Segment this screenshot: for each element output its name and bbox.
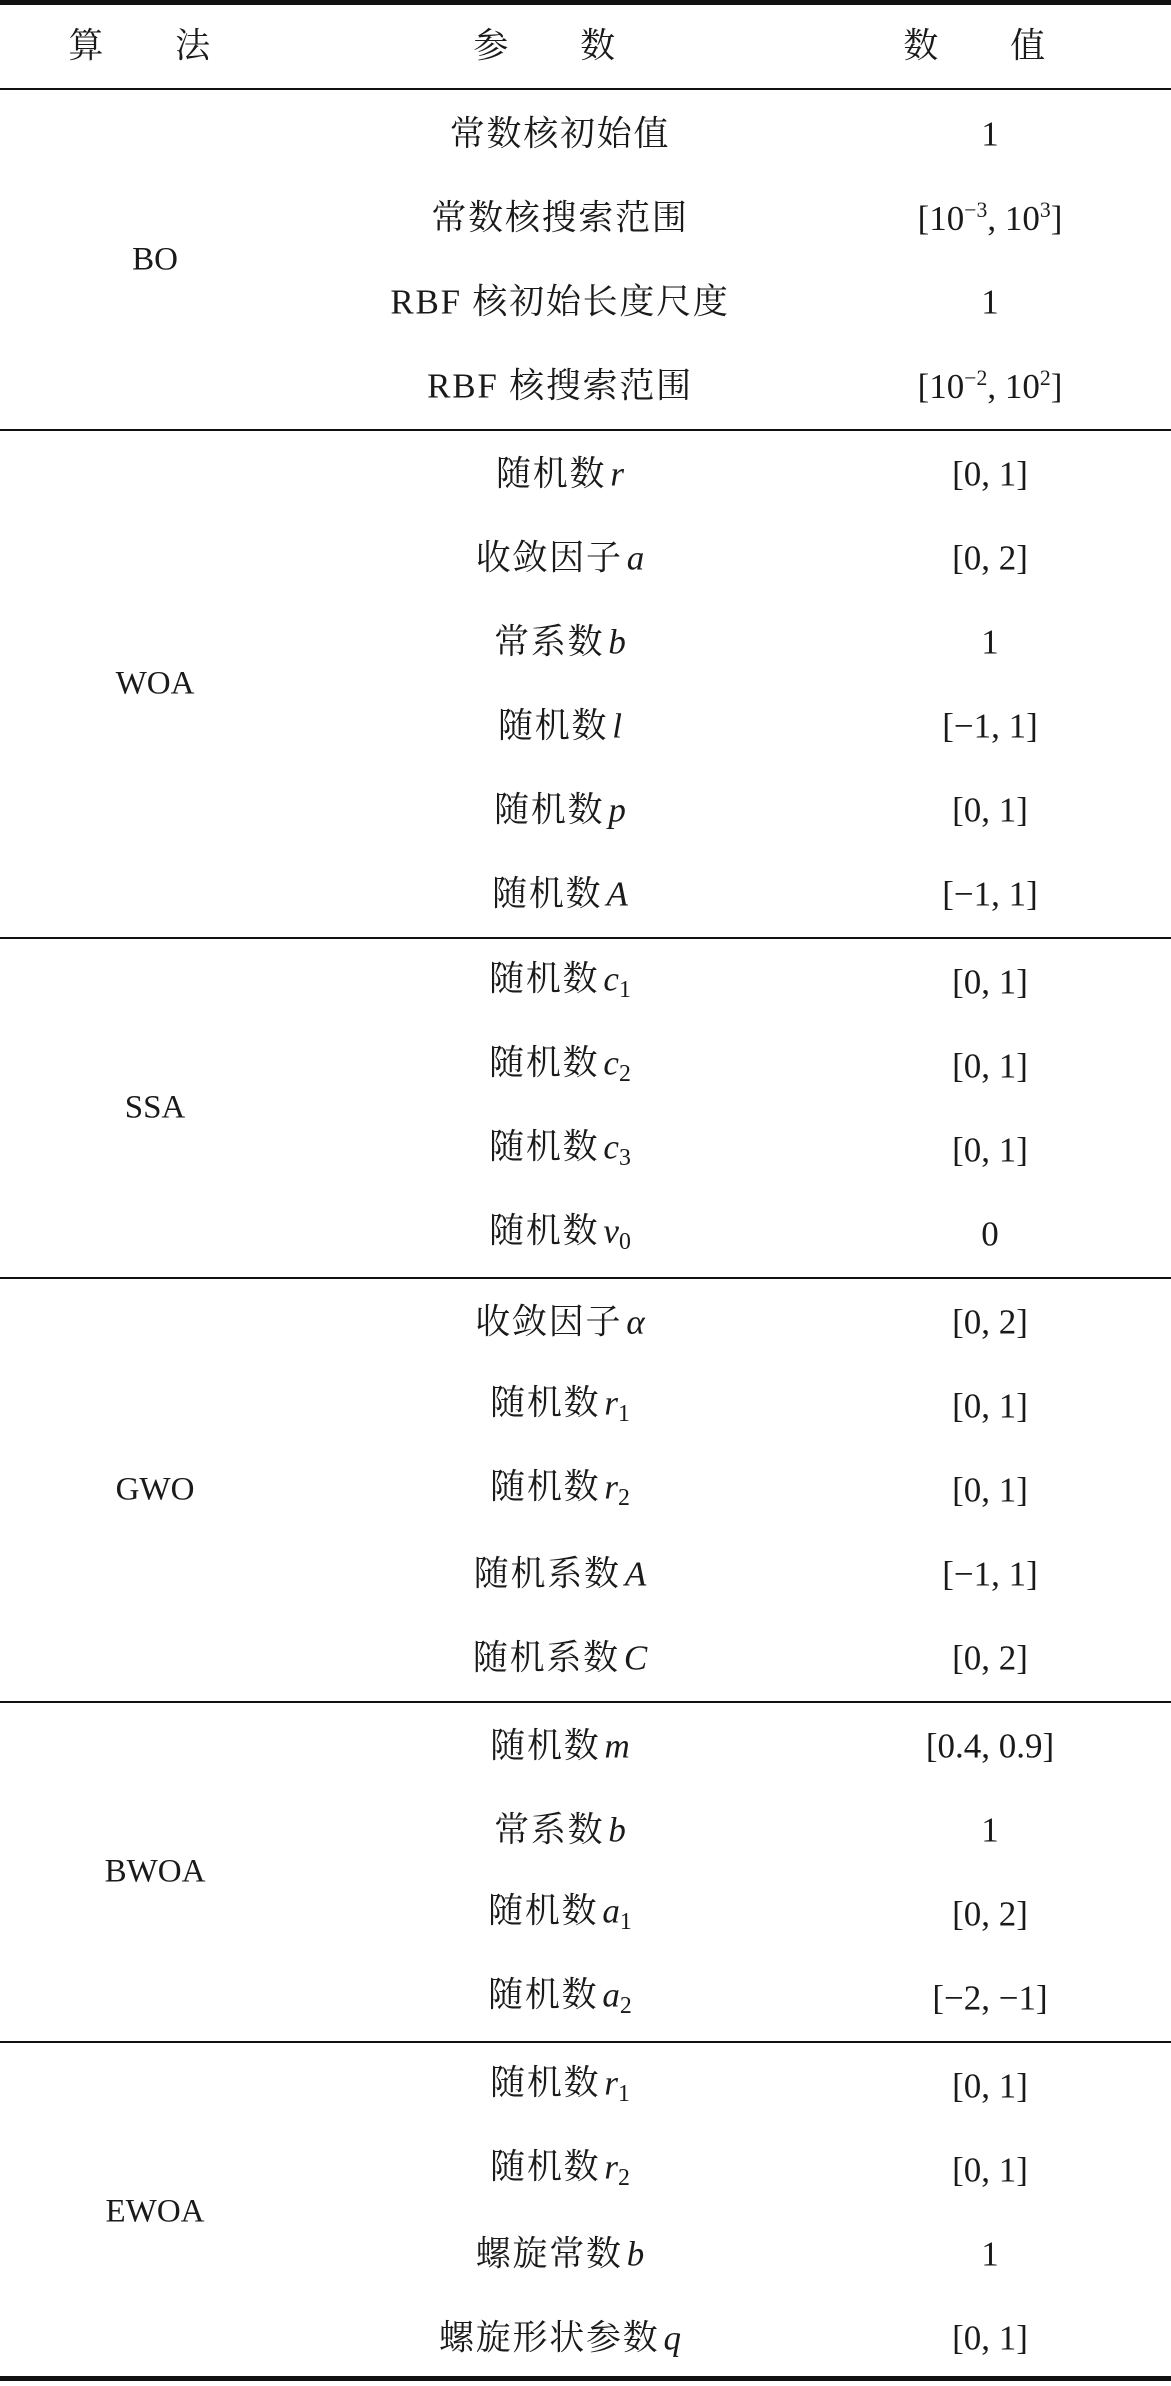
param-label: 收敛因子 <box>475 538 623 578</box>
param-symbol-letter: q <box>663 2318 682 2358</box>
value-cell <box>952 1302 1028 1342</box>
value-v-mid: , 10 <box>987 367 1040 407</box>
value-cell <box>952 1638 1028 1678</box>
param-symbol-letter: r <box>604 1467 618 1507</box>
value-cell <box>952 962 1028 1002</box>
value-text: [−2, −1] <box>932 1978 1048 2018</box>
group-separator-rule <box>0 1701 1171 1703</box>
param-label: 随机数 <box>490 2147 601 2187</box>
value-text: [10 <box>917 199 965 239</box>
algorithm-name: WOA <box>115 665 195 702</box>
param-label: RBF 核搜索范围 <box>427 366 693 406</box>
header-parameter: 参 数 <box>473 26 647 66</box>
param-label: 常数核初始值 <box>449 114 671 154</box>
group-separator-rule <box>0 2041 1171 2043</box>
algorithm-name: BO <box>132 241 178 278</box>
group-separator-rule <box>0 937 1171 939</box>
value-text: [0, 1] <box>952 1386 1028 1426</box>
param-label: 常系数 <box>494 1810 605 1850</box>
param-symbol-subscript: 1 <box>618 976 631 1003</box>
param-cell <box>494 790 626 830</box>
param-symbol <box>626 1303 644 1342</box>
value-cell <box>981 1214 999 1254</box>
param-label: 随机系数 <box>472 1638 620 1678</box>
param-symbol-subscript: 2 <box>618 1060 631 1087</box>
value-text: 1 <box>981 282 999 322</box>
value-text: [0, 1] <box>952 2066 1028 2106</box>
param-cell <box>431 198 689 238</box>
value-text: [0, 1] <box>952 1130 1028 1170</box>
value-text: [0, 2] <box>952 1894 1028 1934</box>
param-cell <box>498 706 622 746</box>
value-cell <box>917 197 1063 239</box>
param-cell <box>475 1302 645 1342</box>
param-symbol <box>602 1891 632 1935</box>
param-label: 随机数 <box>490 1726 601 1766</box>
value-v-sup1: −2 <box>964 365 988 390</box>
param-label: 随机数 <box>490 2063 601 2103</box>
param-label: 随机数 <box>494 790 605 830</box>
param-symbol-letter: c <box>603 1043 619 1083</box>
param-label: 收敛因子 <box>475 1302 623 1342</box>
param-cell <box>490 1385 630 1426</box>
param-symbol <box>624 1639 647 1678</box>
param-cell <box>490 1726 630 1766</box>
header-rule <box>0 88 1171 90</box>
param-cell <box>490 1469 630 1510</box>
value-text: 1 <box>981 114 999 154</box>
param-cell <box>496 454 624 494</box>
value-text: [0, 1] <box>952 790 1028 830</box>
param-symbol-letter: l <box>612 706 622 746</box>
param-label: 随机数 <box>496 454 607 494</box>
value-cell <box>952 2066 1028 2106</box>
param-cell <box>390 282 730 322</box>
param-cell <box>427 366 693 406</box>
value-v-sup1: −3 <box>964 197 988 222</box>
value-text: [0, 2] <box>952 538 1028 578</box>
value-cell <box>942 706 1038 746</box>
param-label: 随机数 <box>488 1975 599 2015</box>
param-symbol-letter: c <box>603 1127 619 1167</box>
header-algorithm: 算 法 <box>68 26 242 66</box>
param-symbol-subscript: 2 <box>617 1484 630 1511</box>
value-v-mid: , 10 <box>987 199 1040 239</box>
param-symbol-subscript: 1 <box>617 1400 630 1427</box>
param-label: RBF 核初始长度尺度 <box>390 282 730 322</box>
param-symbol <box>604 1467 630 1511</box>
param-symbol-letter: v <box>603 1211 619 1251</box>
param-cell <box>449 114 671 154</box>
param-symbol-subscript: 2 <box>619 1992 632 2019</box>
param-symbol <box>608 791 626 830</box>
param-symbol-letter: C <box>623 1638 648 1678</box>
value-cell <box>932 1978 1048 2018</box>
value-text: 1 <box>981 2234 999 2274</box>
param-symbol <box>606 875 627 914</box>
param-symbol <box>627 2235 645 2274</box>
value-v-end: ] <box>1050 367 1063 407</box>
algorithm-name: EWOA <box>105 2193 205 2230</box>
param-label: 随机数 <box>489 1043 600 1083</box>
table-top-rule <box>0 0 1171 5</box>
param-cell <box>490 2065 630 2106</box>
value-cell <box>952 2150 1028 2190</box>
param-label: 螺旋常数 <box>475 2234 623 2274</box>
param-cell <box>489 1129 631 1170</box>
value-text: 1 <box>981 1810 999 1850</box>
param-label: 螺旋形状参数 <box>438 2318 660 2358</box>
value-text: [10 <box>917 367 965 407</box>
param-symbol <box>664 2319 682 2358</box>
param-symbol-letter: α <box>626 1302 645 1342</box>
value-cell <box>981 2234 999 2274</box>
value-v-sup2: 2 <box>1039 365 1051 390</box>
param-symbol <box>603 959 631 1003</box>
value-cell <box>952 1046 1028 1086</box>
param-symbol-subscript: 3 <box>618 1144 631 1171</box>
value-text: [0.4, 0.9] <box>925 1726 1055 1766</box>
param-cell <box>438 2318 682 2358</box>
value-cell <box>952 1130 1028 1170</box>
param-cell <box>473 1554 647 1594</box>
param-symbol-letter: c <box>603 959 619 999</box>
param-symbol-letter: m <box>604 1726 630 1766</box>
param-symbol <box>608 623 626 662</box>
group-separator-rule <box>0 1277 1171 1279</box>
value-text: [0, 1] <box>952 454 1028 494</box>
param-symbol <box>608 1811 626 1850</box>
param-symbol-letter: a <box>602 1891 620 1931</box>
param-cell <box>492 874 628 914</box>
value-text: [0, 1] <box>952 1470 1028 1510</box>
param-label: 常数核搜索范围 <box>431 198 689 238</box>
value-text: 1 <box>981 622 999 662</box>
param-cell <box>488 1977 632 2018</box>
param-symbol-subscript: 1 <box>619 1908 632 1935</box>
algorithm-name: BWOA <box>104 1853 206 1890</box>
param-cell <box>494 622 626 662</box>
param-label: 随机数 <box>490 1467 601 1507</box>
param-label: 随机数 <box>492 874 603 914</box>
param-symbol-letter: b <box>626 2234 645 2274</box>
param-cell <box>489 961 631 1002</box>
param-cell <box>475 538 645 578</box>
param-symbol <box>612 707 622 746</box>
param-symbol-letter: r <box>604 2147 618 2187</box>
param-symbol <box>627 539 645 578</box>
param-symbol-letter: p <box>608 790 626 830</box>
param-symbol-letter: A <box>606 874 628 914</box>
param-label: 随机数 <box>488 1891 599 1931</box>
param-cell <box>489 1213 631 1254</box>
param-symbol <box>603 1211 631 1255</box>
value-text: [−1, 1] <box>942 706 1038 746</box>
param-symbol <box>604 1383 630 1427</box>
param-symbol <box>603 1043 631 1087</box>
algorithm-name: SSA <box>124 1089 186 1126</box>
value-text: [0, 1] <box>952 1046 1028 1086</box>
param-symbol <box>610 455 624 494</box>
value-v-sup2: 3 <box>1039 197 1051 222</box>
value-text: [0, 2] <box>952 1638 1028 1678</box>
value-cell <box>981 622 999 662</box>
param-symbol-subscript: 0 <box>618 1228 631 1255</box>
value-text: [−1, 1] <box>942 874 1038 914</box>
value-cell <box>952 1470 1028 1510</box>
param-cell <box>472 1638 648 1678</box>
value-cell <box>942 874 1038 914</box>
group-separator-rule <box>0 429 1171 431</box>
param-symbol-subscript: 2 <box>617 2164 630 2191</box>
value-text: [0, 1] <box>952 962 1028 1002</box>
param-symbol-subscript: 1 <box>617 2080 630 2107</box>
value-cell <box>942 1554 1038 1594</box>
param-symbol-letter: r <box>610 454 624 494</box>
value-cell <box>981 114 999 154</box>
value-cell <box>952 2318 1028 2358</box>
value-cell <box>952 1894 1028 1934</box>
value-cell <box>952 1386 1028 1426</box>
param-label: 随机数 <box>489 1127 600 1167</box>
param-label: 随机数 <box>489 959 600 999</box>
param-symbol-letter: r <box>604 2063 618 2103</box>
value-cell <box>952 454 1028 494</box>
param-symbol <box>604 2063 630 2107</box>
param-symbol <box>625 1555 646 1594</box>
value-cell <box>981 1810 999 1850</box>
param-cell <box>489 1045 631 1086</box>
value-cell <box>981 282 999 322</box>
value-cell <box>917 365 1063 407</box>
param-label: 常系数 <box>494 622 605 662</box>
param-label: 随机系数 <box>473 1554 621 1594</box>
param-cell <box>494 1810 626 1850</box>
table-bottom-rule <box>0 2376 1171 2381</box>
value-text: [0, 1] <box>952 2150 1028 2190</box>
param-symbol <box>603 1127 631 1171</box>
value-text: 0 <box>981 1214 999 1254</box>
param-symbol <box>604 1727 629 1766</box>
value-v-end: ] <box>1050 199 1063 239</box>
value-cell <box>952 790 1028 830</box>
value-cell <box>952 538 1028 578</box>
param-symbol-letter: a <box>602 1975 620 2015</box>
param-cell <box>488 1893 632 1934</box>
value-text: [−1, 1] <box>942 1554 1038 1594</box>
algorithm-name: GWO <box>115 1471 195 1508</box>
param-cell <box>475 2234 645 2274</box>
param-symbol-letter: r <box>604 1383 618 1423</box>
param-symbol <box>602 1975 632 2019</box>
param-symbol <box>604 2147 630 2191</box>
param-label: 随机数 <box>490 1383 601 1423</box>
param-label: 随机数 <box>489 1211 600 1251</box>
param-label: 随机数 <box>498 706 609 746</box>
value-text: [0, 1] <box>952 2318 1028 2358</box>
param-cell <box>490 2149 630 2190</box>
param-symbol-letter: b <box>608 1810 626 1850</box>
param-symbol-letter: a <box>626 538 645 578</box>
value-text: [0, 2] <box>952 1302 1028 1342</box>
param-symbol-letter: A <box>624 1554 647 1594</box>
param-symbol-letter: b <box>608 622 626 662</box>
header-value: 数 值 <box>903 26 1077 66</box>
value-cell <box>925 1726 1055 1766</box>
